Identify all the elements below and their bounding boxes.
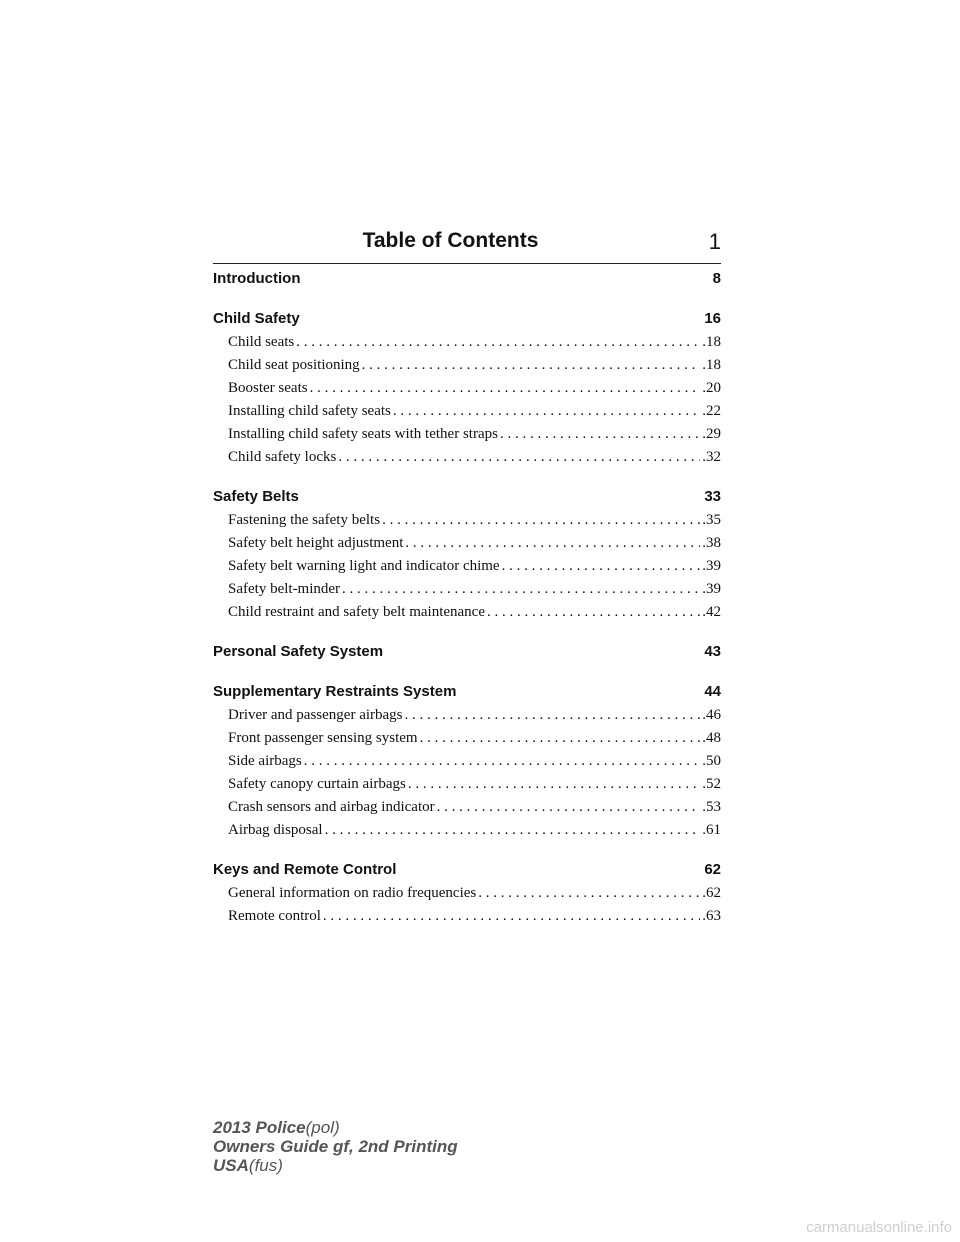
toc-section — [213, 267, 721, 291]
toc-section — [213, 485, 721, 624]
toc-entry[interactable] — [213, 727, 721, 750]
toc-section-page: 43 — [704, 643, 721, 660]
toc-entry[interactable] — [213, 578, 721, 601]
toc-entry-page: .48 — [702, 730, 721, 746]
toc-entry-page: .61 — [702, 822, 721, 838]
toc-entry[interactable] — [213, 905, 721, 928]
toc-entry-title: Driver and passenger airbags — [228, 707, 403, 723]
toc-entry-title: Fastening the safety belts — [228, 512, 381, 528]
toc-entry-page: .22 — [702, 403, 721, 419]
toc-section-page: 8 — [712, 270, 721, 287]
dot-leader — [500, 423, 700, 446]
toc-entry-page: .50 — [702, 753, 721, 769]
toc-section — [213, 680, 721, 842]
toc-entry[interactable] — [213, 750, 721, 773]
toc-entry[interactable] — [213, 796, 721, 819]
toc-entry[interactable] — [213, 882, 721, 905]
page-title: Table of Contents — [362, 229, 539, 252]
dot-leader — [478, 882, 700, 905]
toc-entry-title: Child seat positioning — [228, 357, 360, 373]
toc-entry-page: .63 — [702, 908, 721, 924]
toc-entry-page: .39 — [702, 558, 721, 574]
dot-leader — [342, 578, 700, 601]
toc-entry[interactable] — [213, 446, 721, 469]
toc-entry[interactable] — [213, 773, 721, 796]
toc-entry-title: Installing child safety seats — [228, 403, 391, 419]
table-of-contents — [213, 267, 721, 928]
toc-section-heading[interactable] — [213, 680, 721, 704]
dot-leader — [338, 446, 700, 469]
toc-entry-title: Safety canopy curtain airbags — [228, 776, 406, 792]
toc-section-heading[interactable] — [213, 267, 721, 291]
toc-entry-page: .39 — [702, 581, 721, 597]
toc-entry-title: Safety belt warning light and indicator chime — [228, 558, 500, 574]
toc-entry[interactable] — [213, 423, 721, 446]
dot-leader — [405, 532, 700, 555]
toc-section — [213, 640, 721, 664]
toc-entry-list — [213, 882, 721, 928]
toc-entry-list — [213, 331, 721, 469]
toc-entry[interactable] — [213, 377, 721, 400]
dot-leader — [502, 555, 701, 578]
toc-section-heading[interactable] — [213, 640, 721, 664]
toc-section-title: Child Safety — [213, 310, 300, 327]
footer-model-code: (pol) — [305, 1118, 340, 1137]
toc-entry-title: Installing child safety seats with tether straps — [228, 426, 498, 442]
toc-section-page: 33 — [704, 488, 721, 505]
toc-entry-title: Remote control — [228, 908, 321, 924]
toc-section-page: 16 — [704, 310, 721, 327]
dot-leader — [323, 905, 700, 928]
toc-section-title: Safety Belts — [213, 488, 299, 505]
toc-section-heading[interactable] — [213, 858, 721, 882]
dot-leader — [393, 400, 700, 423]
toc-section-title: Keys and Remote Control — [213, 861, 397, 878]
toc-entry-title: Airbag disposal — [228, 822, 323, 838]
footer-market-code: (fus) — [248, 1156, 283, 1175]
toc-entry-title: Child restraint and safety belt maintenance — [228, 604, 485, 620]
page-header — [213, 229, 721, 264]
toc-entry-title: Child safety locks — [228, 449, 337, 465]
toc-section-title: Personal Safety System — [213, 643, 384, 660]
toc-entry-title: Safety belt height adjustment — [228, 535, 404, 551]
toc-entry-page: .35 — [702, 512, 721, 528]
toc-section-heading[interactable] — [213, 485, 721, 509]
dot-leader — [382, 509, 700, 532]
toc-entry-title: Child seats — [228, 334, 295, 350]
dot-leader — [362, 354, 701, 377]
toc-entry-list — [213, 704, 721, 842]
dot-leader — [437, 796, 701, 819]
dot-leader — [296, 331, 700, 354]
watermark: carmanualsonline.info — [806, 1219, 952, 1236]
toc-entry[interactable] — [213, 400, 721, 423]
toc-entry-title: Crash sensors and airbag indicator — [228, 799, 435, 815]
toc-entry-title: Front passenger sensing system — [228, 730, 418, 746]
toc-entry[interactable] — [213, 331, 721, 354]
toc-entry-page: .46 — [702, 707, 721, 723]
page-number: 1 — [708, 229, 721, 254]
footer-edition: Owners Guide gf, 2nd Printing — [213, 1137, 458, 1156]
footer-model: 2013 Police — [213, 1118, 306, 1137]
toc-entry[interactable] — [213, 354, 721, 377]
dot-leader — [304, 750, 701, 773]
toc-entry-page: .62 — [702, 885, 721, 901]
toc-entry-title: Safety belt-minder — [228, 581, 341, 597]
toc-entry-title: General information on radio frequencies — [228, 885, 477, 901]
toc-entry[interactable] — [213, 704, 721, 727]
toc-section-title: Supplementary Restraints System — [213, 683, 457, 700]
dot-leader — [325, 819, 701, 842]
dot-leader — [487, 601, 700, 624]
toc-section-page: 62 — [704, 861, 721, 878]
toc-entry-page: .53 — [702, 799, 721, 815]
toc-entry-page: .32 — [702, 449, 721, 465]
toc-entry[interactable] — [213, 509, 721, 532]
toc-entry-page: .52 — [702, 776, 721, 792]
toc-entry-page: .29 — [702, 426, 721, 442]
toc-entry-page: .42 — [702, 604, 721, 620]
toc-section-title: Introduction — [213, 270, 301, 287]
toc-entry-page: .18 — [702, 334, 721, 350]
dot-leader — [420, 727, 701, 750]
toc-entry-page: .20 — [702, 380, 721, 396]
toc-section — [213, 858, 721, 928]
toc-entry-list — [213, 509, 721, 624]
toc-section-heading[interactable] — [213, 307, 721, 331]
dot-leader — [408, 773, 700, 796]
dot-leader — [310, 377, 701, 400]
toc-entry[interactable] — [213, 532, 721, 555]
toc-entry[interactable] — [213, 601, 721, 624]
toc-entry[interactable] — [213, 555, 721, 578]
toc-entry-page: .38 — [702, 535, 721, 551]
dot-leader — [405, 704, 701, 727]
toc-entry[interactable] — [213, 819, 721, 842]
footer-market: USA — [213, 1156, 249, 1175]
document-footer — [213, 1118, 458, 1175]
toc-entry-page: .18 — [702, 357, 721, 373]
toc-entry-title: Booster seats — [228, 380, 308, 396]
toc-entry-title: Side airbags — [228, 753, 302, 769]
toc-section-page: 44 — [704, 683, 721, 700]
toc-section — [213, 307, 721, 469]
